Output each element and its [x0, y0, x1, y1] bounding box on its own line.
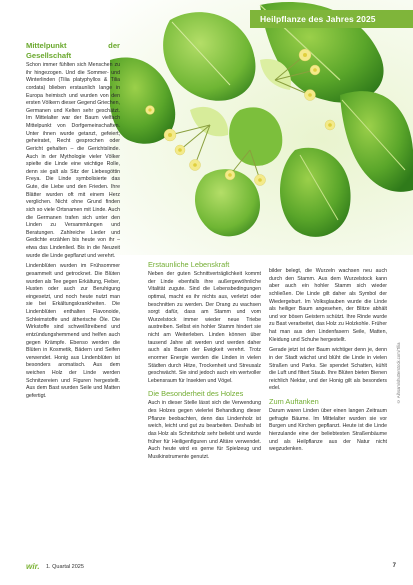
issue-label: 1. Quartal 2025	[46, 564, 84, 570]
col3-paragraph-2: Gerade jetzt ist der Baum wichtiger denn je, denn in der Stadt wächst und blüht die Linde in vielen Straßen und Parks. Sie spendet Schatten, kühlt die Luft und filtert Staub. Ihre Blüten bieten Bienen reichlich Nektar, und der Honig gilt als besonders edel.	[269, 347, 387, 392]
photo-credit: © Aihsam/shutterstock.com/Tilia	[396, 342, 401, 404]
article-column-3	[269, 268, 387, 564]
page-footer	[26, 562, 396, 576]
page-number: 7	[392, 563, 396, 569]
col2-paragraph-1: Neben der guten Schnittverträglichkeit kommt der Linde ebenfalls ihre außergewöhnliche Vitalität zugute. Sind die Lebensbedingungen optimal, macht es ihr nichts aus, verletzt oder beschnitten zu werden. Der Drang zu wachsen sorgt dafür, dass am Stamm und vom Wurzelstock immer wieder neue Triebe austreiben. Selbst ein hohler Stamm hindert sie nicht am Weiterleben. Linden können über tausend Jahre alt werden und werden daher auch als Baum der Ewigkeit verehrt. Trotz enormer Energie werden die Linden in vielen Städten durch Hitze, Trockenheit und Streusalz geschwächt. Sie sind jedoch auch ein wertvoller Lebensraum für Insekten und Vögel.	[148, 271, 261, 384]
col2-paragraph-2: Auch in dieser Stelle lässt sich die Verwendung des Holzes gegen vielerlei Behandlung dieser Pflanze beobachten, denn das Lindenholz ist weich, leicht und gut zu bearbeiten. Deshalb ist das Holz als Schnitzholz sehr beliebt und wurde früher für Heiligenfiguren und Altäre verwendet. Auch heute wird es gerne für Spielzeug und Musikinstrumente genutzt.	[148, 400, 261, 460]
magazine-logo: wir.	[26, 562, 40, 571]
heading-auftanken: Zum Auftanken	[269, 397, 319, 406]
col1-paragraph-1: Schon immer fühlten sich Menschen zu ihr hingezogen. Und die Sommer- und Winterlinden (Tilia platyphyllos & Tilia cordata) blieben erstaunlich lange in Europa heimisch und wurden von den ersten Völkern dieser Gegend Griechen, Germanen und Kelten sehr geschätzt. Im Mittelalter war der Baum vielfach Mittelpunkt von Dorfgemeinschaften. Unter ihnen wurde getanzt, gefeiert, geheiratet, Recht gesprochen oder Gericht gehalten – die Gerichtslinde. Auch in der Mythologie vieler Völker spielte die Linde eine wichtige Rolle, denn sie galt als Sitz der Liebesgöttin Freya. Die Linde symbolisierte das Gute, die Liebe und den Frieden. Ihre Blätter wurden oft mit einem Herz verglichen. Nicht ohne Grund finden sich so viele Ortsnamen mit Linde. Auch die Germanen trafen sich unter den Linden zu Versammlungen und Beratungen. Zahlreiche Lieder und Gedichte erzählen bis heute von ihr – etwa das Lindenlied. Bis in die Neuzeit wurde die Linde gepflanzt und verehrt.	[26, 62, 120, 259]
section-banner: Heilpflanze des Jahres 2025	[250, 10, 413, 28]
linden-leaves-illustration	[110, 0, 413, 255]
article-column-1	[26, 41, 120, 584]
col1-paragraph-2: Lindenblüten wurden im Frühsommer gesammelt und getrocknet. Die Blüten wurden als Tee gegen Erkältung, Fieber, Husten oder auch zur Beruhigung eingesetzt, und noch heute nutzt man sie bei Erkältungskrankheiten. Die Lindenblüten enthalten Flavonoide, Schleimstoffe und ätherische Öle. Die Wirkstoffe sind schweißtreibend und entzündungshemmend und helfen auch gegen Krämpfe. Ebenso werden die Blüten in Kosmetik, Bädern und Seifen verwendet. Honig aus Lindenblüten ist besonders aromatisch. Aus dem weichen Holz der Linde werden Schnitzereien und Figuren hergestellt. Aus dem Bast wurden Seile und Matten gefertigt.	[26, 263, 120, 399]
heading-holz: Die Besonderheit des Holzes	[148, 389, 244, 399]
col3-paragraph-1: bilder belegt, die Wurzeln wachsen neu auch durch den Stamm. Aus dem Wurzelstock kann aber auch ein hohler Stamm sich wieder schließen. Die Linde gilt daher als Symbol der Wiedergeburt. Im Volksglauben wurde die Linde als heiliger Baum angesehen, der Blitze abhält und vor bösen Geistern schützt. Ihre Rinde wurde zu Bast verarbeitet, das Holz zu Holzkohle. Früher hat man aus den Lindenfasern Seile, Matten, Kleidung und Schuhe hergestellt.	[269, 268, 387, 343]
linden-blossom-photo	[110, 0, 413, 255]
article-column-2	[148, 260, 261, 563]
col3-paragraph-3: Darum waren Linden über einen langen Zeitraum gefragte Bäume. Im Mittelalter wurden sie vor Burgen und Kirchen gepflanzt. Heute ist die Linde hierzulande eine der beliebtesten Straßenbäume und als Heilpflanze aus der Natur nicht wegzudenken.	[269, 408, 387, 453]
heading-mittelpunkt: Mittelpunkt der Gesellschaft	[26, 41, 120, 60]
heading-lebenskraft: Erstaunliche Lebenskraft	[148, 260, 230, 269]
